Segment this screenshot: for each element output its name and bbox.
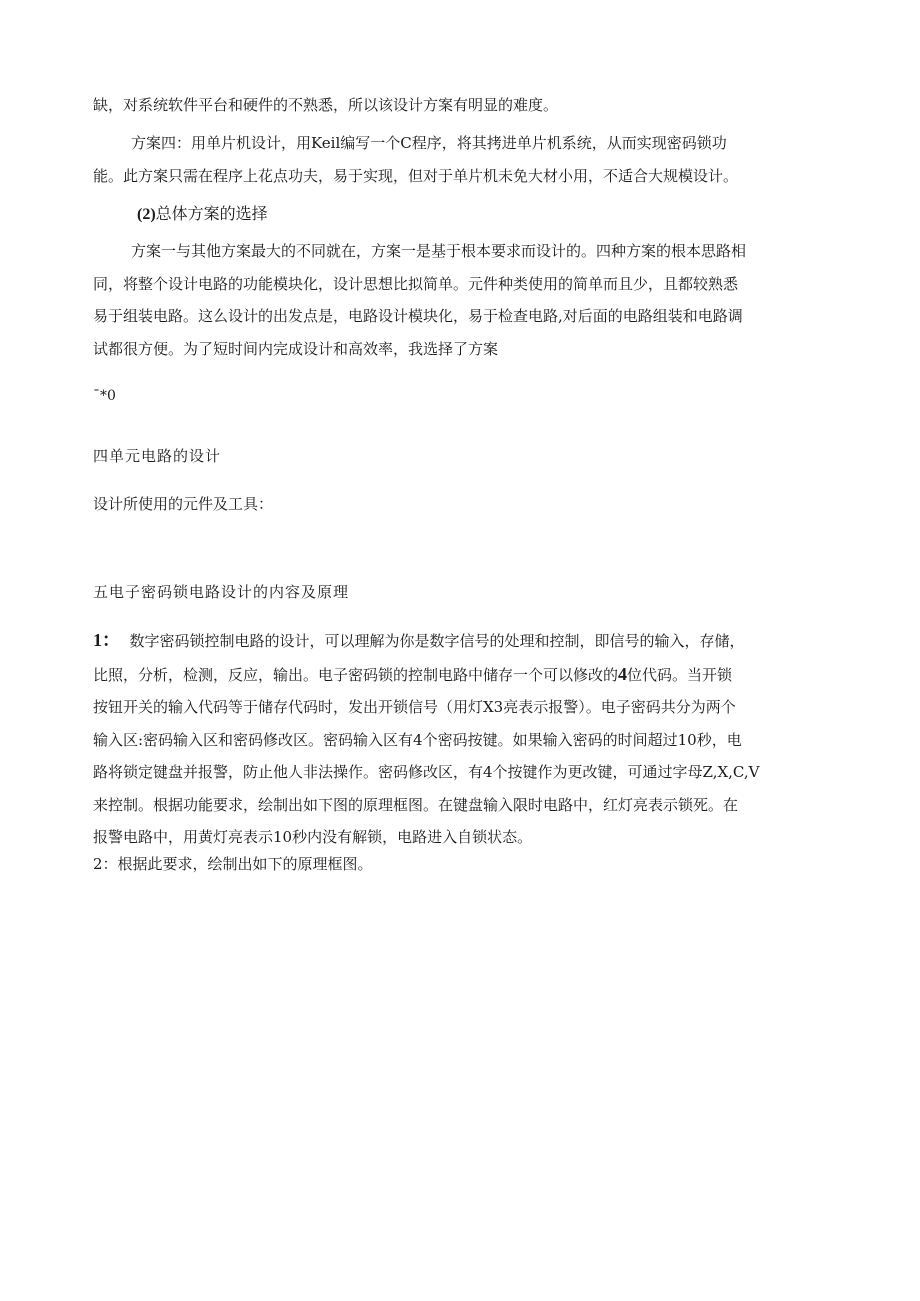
item-1-text: 比照，分析，检测，反应，输出。电子密码锁的控制电路中储存一个可以修改的: [93, 665, 619, 684]
item-1-paragraph: [93, 624, 833, 854]
item-2-line: 2：根据此要求，绘制出如下的原理框图。: [93, 855, 373, 873]
text-line: [93, 624, 833, 658]
text-line: 易于组装电路。这么设计的出发点是，电路设计模块化，易于检查电路,对后面的电路组装和电路调: [93, 307, 743, 325]
subheading-overall-scheme: [137, 199, 268, 230]
text-line: [93, 658, 833, 692]
text-line: 试都很方便。为了短时间内完成设计和高效率，我选择了方案: [93, 339, 499, 358]
text-line: 缺，对系统软件平台和硬件的不熟悉，所以该设计方案有明显的难度。: [93, 96, 559, 114]
components-tools-line: 设计所使用的元件及工具：: [93, 495, 274, 513]
paragraph-scheme-selection: [93, 235, 833, 365]
text-line: 方案四：用单片机设计，用Keil编写一个C程序，将其拷进单片机系统，从而实现密码锁功: [131, 134, 727, 152]
text-line: 路将锁定键盘并报警，防止他人非法操作。密码修改区，有4个按键作为更改键，可通过字母Z,X,C,V: [93, 763, 760, 781]
text-line: 输入区:密码输入区和密码修改区。密码输入区有4个密码按键。如果输入密码的时间超过10秒，电: [93, 730, 742, 749]
text-line: 按钮开关的输入代码等于储存代码时，发出开锁信号（用灯X3亮表示报警）。电子密码共分为两个: [93, 698, 736, 716]
text-line: 来控制。根据功能要求，绘制出如下图的原理框图。在键盘输入限时电路中，红灯亮表示锁死。在: [93, 795, 739, 814]
text-line: 同，将整个设计电路的功能模块化，设计思想比拟简单。元件种类使用的简单而且少，且都较熟悉: [93, 274, 739, 293]
text-line: 报警电路中，用黄灯亮表示10秒内没有解锁，电路进入自锁状态。: [93, 828, 533, 846]
section-heading-lock-design: 五电子密码锁电路设计的内容及原理: [93, 583, 350, 601]
item-1-number: 1：: [93, 630, 120, 650]
text-line: 方案一与其他方案最大的不同就在，方案一是基于根本要求而设计的。四种方案的根本思路相: [131, 242, 747, 260]
item-1-text: 位代码。当开锁: [627, 665, 733, 684]
bold-digit: 4: [618, 663, 628, 684]
subheading-number: (2): [137, 206, 156, 223]
subheading-text: 总体方案的选择: [155, 204, 268, 223]
item-1-text: 数字密码锁控制电路的设计，可以理解为你是数字信号的处理和控制，即信号的输入，存储，: [129, 632, 745, 650]
paragraph-scheme-four: [93, 127, 833, 192]
section-heading-unit-circuit: 四单元电路的设计: [93, 447, 222, 465]
text-line: 能。此方案只需在程序上花点功夫，易于实现，但对于单片机未免大材小用，不适合大规模设计。: [93, 166, 739, 185]
paragraph-continuation: [93, 89, 833, 122]
stray-mark: ¯*0: [93, 388, 116, 404]
